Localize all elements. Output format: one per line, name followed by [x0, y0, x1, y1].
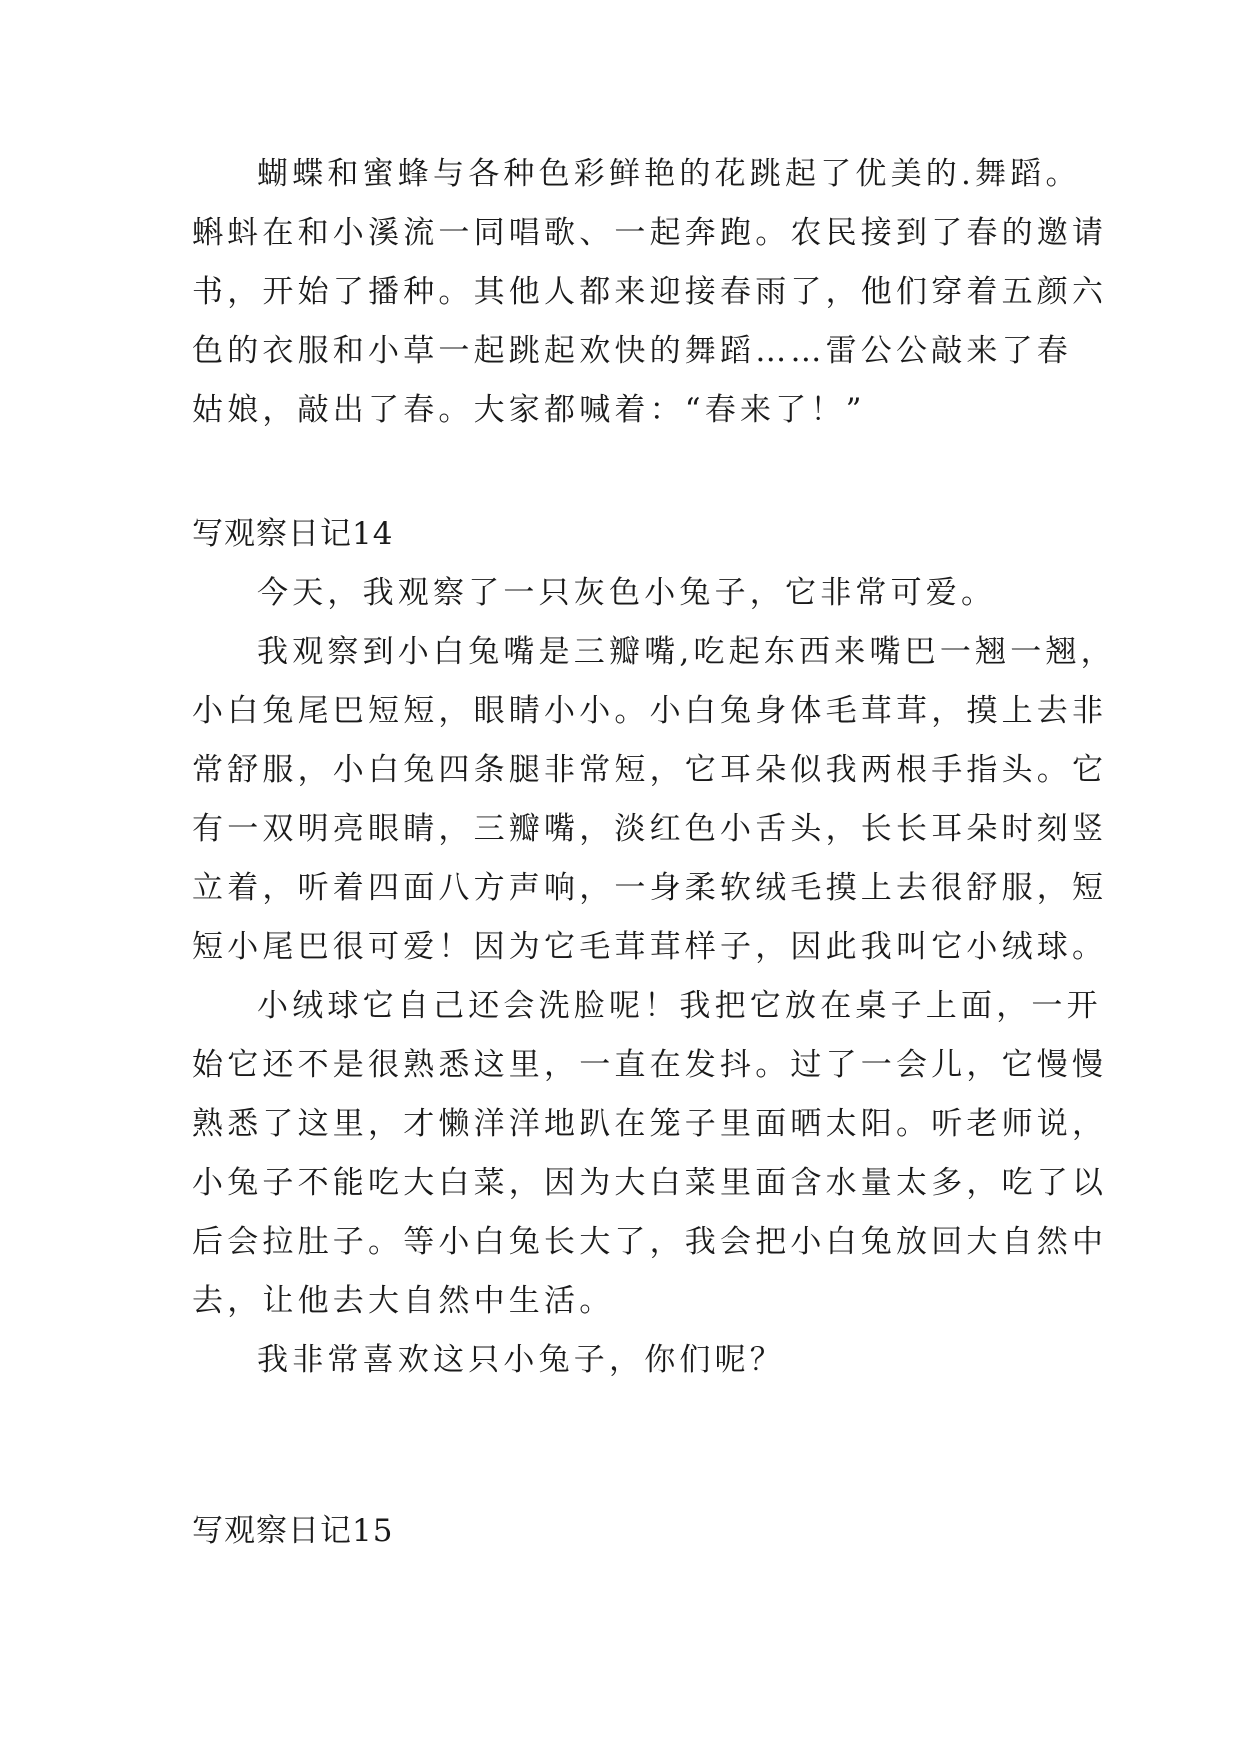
paragraph-line: 始它还不是很熟悉这里，一直在发抖。过了一会儿，它慢慢 — [192, 1047, 1108, 1083]
paragraph-line: 色的衣服和小草一起跳起欢快的舞蹈……雷公公敲来了春 — [192, 333, 1072, 369]
section-heading: 写观察日记14 — [192, 516, 394, 552]
paragraph-line: 常舒服，小白兔四条腿非常短，它耳朵似我两根手指头。它 — [192, 752, 1108, 788]
paragraph-line: 去，让他去大自然中生活。 — [192, 1283, 615, 1319]
paragraph-line: 小绒球它自己还会洗脸呢！我把它放在桌子上面，一开 — [257, 988, 1102, 1024]
paragraph-line: 我观察到小白兔嘴是三瓣嘴,吃起东西来嘴巴一翘一翘， — [257, 634, 1116, 670]
paragraph-line: 后会拉肚子。等小白兔长大了，我会把小白兔放回大自然中 — [192, 1224, 1108, 1260]
paragraph-line: 有一双明亮眼睛，三瓣嘴，淡红色小舌头，长长耳朵时刻竖 — [192, 811, 1108, 847]
paragraph-line: 熟悉了这里，才懒洋洋地趴在笼子里面晒太阳。听老师说， — [192, 1106, 1108, 1142]
paragraph-line: 小兔子不能吃大白菜，因为大白菜里面含水量太多，吃了以 — [192, 1165, 1108, 1201]
paragraph-line: 姑娘，敲出了春。大家都喊着：“春来了！” — [192, 392, 866, 428]
paragraph-line: 小白兔尾巴短短，眼睛小小。小白兔身体毛茸茸，摸上去非 — [192, 693, 1108, 729]
paragraph-line: 短小尾巴很可爱！因为它毛茸茸样子，因此我叫它小绒球。 — [192, 929, 1108, 965]
paragraph-line: 蝌蚪在和小溪流一同唱歌、一起奔跑。农民接到了春的邀请 — [192, 215, 1108, 251]
paragraph-line: 书，开始了播种。其他人都来迎接春雨了，他们穿着五颜六 — [192, 274, 1108, 310]
paragraph-line: 立着，听着四面八方声响，一身柔软绒毛摸上去很舒服，短 — [192, 870, 1108, 906]
paragraph-line: 蝴蝶和蜜蜂与各种色彩鲜艳的花跳起了优美的.舞蹈。 — [257, 156, 1081, 192]
section-heading: 写观察日记15 — [192, 1513, 394, 1549]
paragraph-line: 我非常喜欢这只小兔子，你们呢？ — [257, 1342, 785, 1378]
paragraph-line: 今天，我观察了一只灰色小兔子，它非常可爱。 — [257, 575, 997, 611]
